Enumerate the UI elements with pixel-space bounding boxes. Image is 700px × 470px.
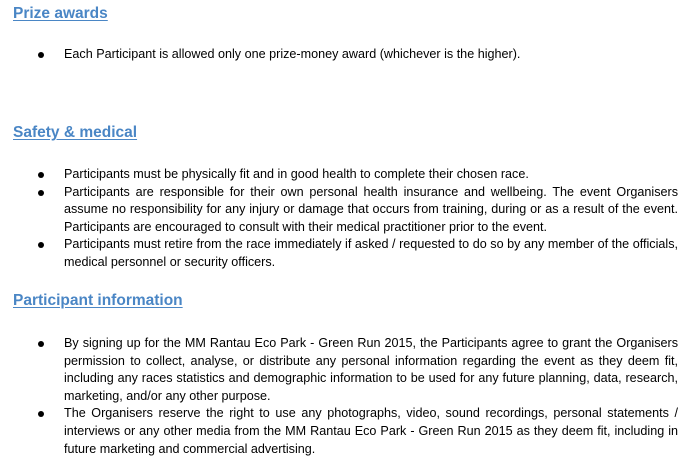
- list-item-text: By signing up for the MM Rantau Eco Park - Green Run 2015, the Participants agree to grant the Organisers permission to collect, analyse, or distribute any personal information regarding the event as they deem fit, including any races statistics and demographic information to be used for any future planning, data, research, marketing, and/or any other purpose.: [64, 336, 678, 403]
- list-prize-awards: [0, 46, 700, 64]
- list-participant-information: [0, 335, 700, 458]
- list-item: [0, 236, 700, 271]
- list-item: [0, 166, 700, 184]
- list-item-text: The Organisers reserve the right to use any photographs, video, sound recordings, personal statements / interviews or any other media from the MM Rantau Eco Park - Green Run 2015 as they deem fit, including in future marketing and commercial advertising.: [64, 406, 678, 456]
- list-item-text: Each Participant is allowed only one prize-money award (whichever is the higher).: [64, 47, 521, 61]
- list-item: [0, 46, 700, 64]
- bullet-icon: [38, 341, 44, 347]
- list-item: [0, 405, 700, 458]
- heading-safety-medical: Safety & medical: [13, 124, 138, 141]
- bullet-icon: [38, 172, 44, 178]
- bullet-icon: [38, 190, 44, 196]
- heading-participant-information: Participant information: [13, 292, 183, 309]
- bullet-icon: [38, 52, 44, 58]
- bullet-icon: [38, 411, 44, 417]
- list-safety-medical: [0, 166, 700, 272]
- list-item-text: Participants must retire from the race immediately if asked / requested to do so by any member of the officials, medical personnel or security officers.: [64, 237, 678, 269]
- list-item: [0, 184, 700, 237]
- list-item-text: Participants must be physically fit and in good health to complete their chosen race.: [64, 167, 529, 181]
- heading-prize-awards: Prize awards: [13, 5, 108, 22]
- bullet-icon: [38, 242, 44, 248]
- list-item-text: Participants are responsible for their own personal health insurance and wellbeing. The event Organisers assume no responsibility for any injury or damage that occurs from training, during or as a result of the event. Participants are encouraged to consult with their medical practitioner prior to the event.: [64, 184, 678, 234]
- list-item: [0, 335, 700, 405]
